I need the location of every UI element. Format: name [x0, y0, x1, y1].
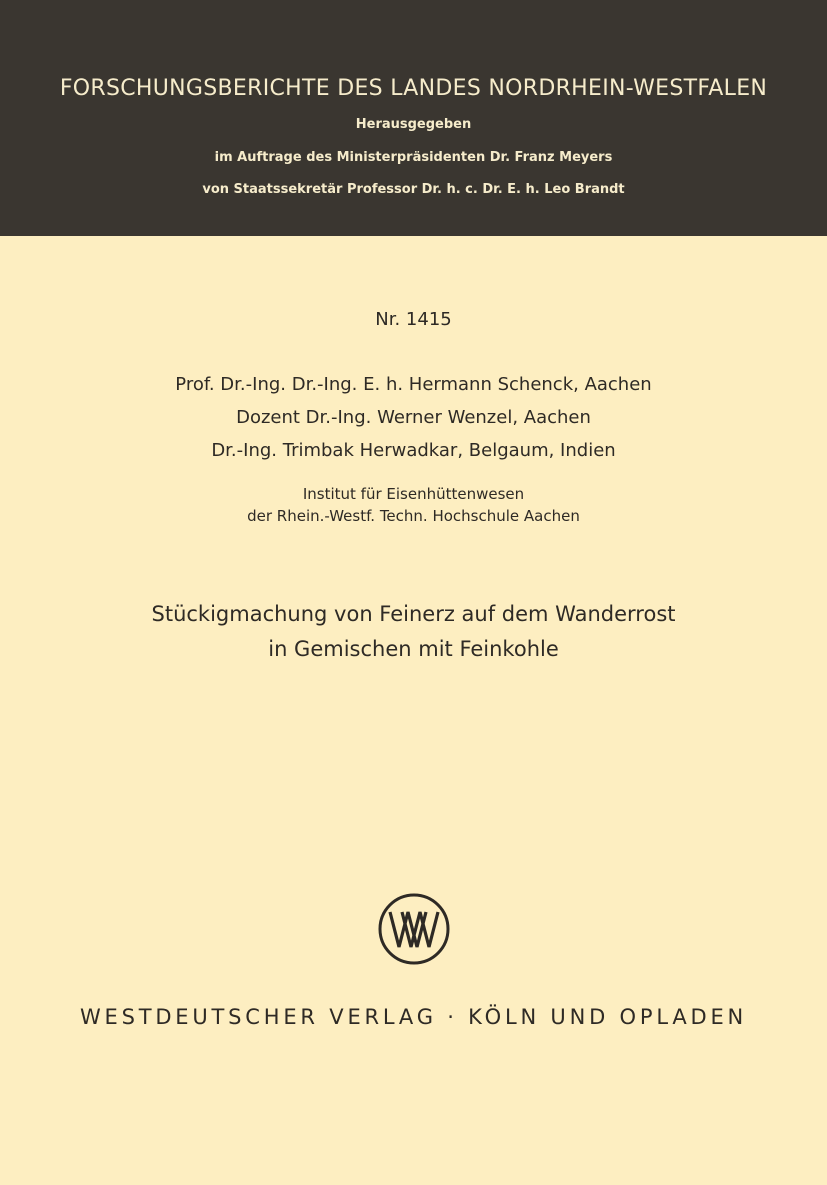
editor-line-herausgegeben: Herausgegeben — [355, 117, 472, 132]
author-herwadkar: Dr.-Ing. Trimbak Herwadkar, Belgaum, Indien — [211, 440, 616, 461]
publisher: WESTDEUTSCHER VERLAG · KÖLN UND OPLADEN — [79, 1005, 748, 1029]
book-title-line-1: Stückigmachung von Feinerz auf dem Wanderrost — [151, 602, 676, 626]
institute-line-1: Institut für Eisenhüttenwesen — [302, 485, 525, 503]
series-title: FORSCHUNGSBERICHTE DES LANDES NORDRHEIN-WESTFALEN — [59, 76, 768, 101]
institute-line-2: der Rhein.-Westf. Techn. Hochschule Aachen — [247, 507, 580, 525]
editor-line-auftrag: im Auftrage des Ministerpräsidenten Dr. Franz Meyers — [214, 150, 613, 165]
author-wenzel: Dozent Dr.-Ing. Werner Wenzel, Aachen — [236, 407, 591, 428]
header-band — [0, 0, 827, 236]
editor-line-staatssekretaer: von Staatssekretär Professor Dr. h. c. Dr. E. h. Leo Brandt — [202, 182, 625, 197]
ww-circle-logo-icon — [377, 892, 451, 966]
book-title-line-2: in Gemischen mit Feinkohle — [268, 637, 559, 661]
issue-number: Nr. 1415 — [375, 309, 452, 330]
author-schenck: Prof. Dr.-Ing. Dr.-Ing. E. h. Hermann Schenck, Aachen — [175, 374, 652, 395]
